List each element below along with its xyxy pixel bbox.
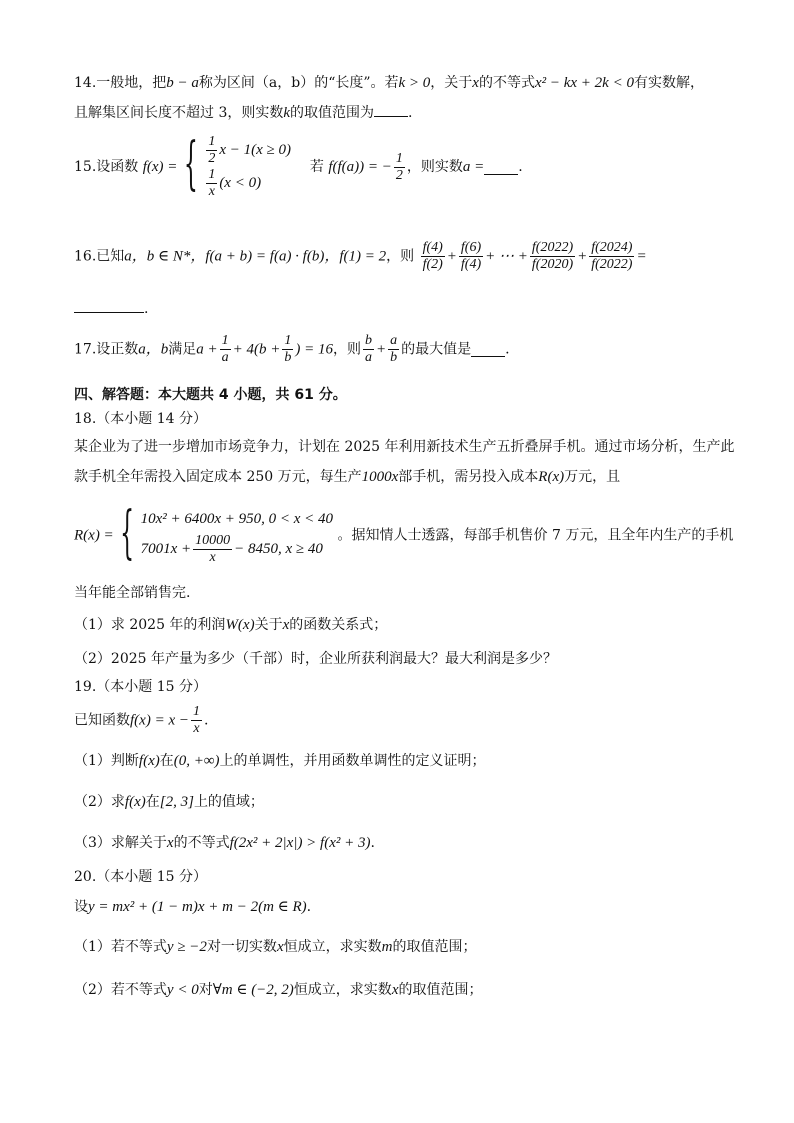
math-expr: R(x) — [538, 469, 565, 485]
math-expr: ，f(a + b) = f(a) · f(b)，f(1) = 2 — [190, 248, 387, 265]
fraction — [421, 240, 445, 273]
text: （1）求 2025 年的利润 — [74, 617, 226, 633]
math-expr: + 4(b + — [232, 341, 281, 358]
text: 的取值范围； — [392, 939, 477, 955]
question-18-p1: 某企业为了进一步增加市场竞争力，计划在 2025 年利用新技术生产五折叠屏手机。通过市场分析，生产此 — [74, 439, 735, 455]
fraction — [589, 240, 634, 273]
math-expr: + — [376, 341, 387, 358]
math-expr: y < 0 — [166, 982, 199, 998]
numerator: f(2024) — [591, 240, 633, 255]
denominator: f(4) — [460, 257, 482, 272]
math-expr: k > 0 — [398, 75, 431, 91]
text: 15.设函数 — [74, 159, 139, 175]
numerator: 1 — [208, 167, 216, 182]
text: 16.已知 — [74, 248, 125, 265]
text: 的取值范围； — [398, 982, 483, 998]
text: 部手机，需另投入成本 — [398, 469, 539, 485]
text: 在 — [159, 753, 174, 769]
text: . — [505, 341, 510, 358]
question-18-p2 — [74, 466, 724, 488]
math-expr: b − a — [166, 75, 199, 91]
denominator: b — [284, 350, 292, 365]
question-14-line1 — [74, 72, 724, 94]
math-expr: + ⋯ + — [485, 248, 528, 265]
text: . — [518, 159, 523, 175]
case-2 — [204, 167, 291, 200]
math-var: m — [381, 939, 393, 955]
math-expr: y = mx² + (1 − m)x + m − 2(m ∈ R) — [88, 899, 307, 915]
fraction — [220, 333, 231, 366]
math-expr: x − 1(x ≥ 0) — [219, 141, 291, 158]
numerator: f(4) — [422, 240, 443, 255]
math-expr: a，b — [138, 341, 169, 358]
question-20-sub2 — [74, 979, 724, 1001]
math-expr: 1000x — [361, 469, 399, 485]
text: 对一切实数 — [206, 939, 277, 955]
text: 的不等式 — [478, 75, 535, 91]
denominator: a — [221, 350, 229, 365]
text: 17.设正数 — [74, 341, 139, 358]
math-var: k — [283, 105, 291, 121]
text: 在 — [145, 794, 160, 810]
math-expr: f(2x² + 2|x|) > f(x² + 3) — [229, 835, 371, 851]
fraction — [363, 333, 374, 366]
text: 14.一般地，把 — [74, 75, 167, 91]
question-20-head: 20.（本小题 15 分） — [74, 869, 207, 885]
numerator: 1 — [192, 704, 200, 719]
math-expr: (0, +∞) — [173, 753, 220, 769]
text: 对 — [198, 982, 213, 998]
text: 上的单调性，并用函数单调性的定义证明； — [219, 753, 486, 769]
question-19-sub3 — [74, 832, 724, 854]
text: 关于 — [254, 617, 283, 633]
math-expr: f(x) = — [142, 159, 178, 175]
math-var: x — [282, 617, 290, 633]
question-18-sub1 — [74, 614, 724, 636]
text: （2）求 — [74, 794, 125, 810]
math-expr: f(f(a)) = − — [328, 159, 392, 175]
text: ，则 — [333, 341, 362, 358]
brace: { — [183, 133, 198, 199]
denominator: f(2022) — [591, 257, 633, 272]
question-19-sub1 — [74, 750, 724, 772]
text: （2）若不等式 — [74, 982, 167, 998]
text: . — [370, 835, 375, 851]
fraction — [206, 167, 217, 200]
numerator: 1 — [395, 150, 403, 166]
math-expr: R(x) = — [74, 527, 114, 544]
fraction — [388, 333, 399, 366]
text: 已知函数 — [74, 712, 130, 729]
question-20-sub1 — [74, 936, 724, 958]
math-expr: W(x) — [225, 617, 255, 633]
fraction — [459, 240, 483, 273]
text: 的取值范围为 — [290, 105, 375, 121]
fraction — [193, 533, 232, 566]
plus-sign: + — [446, 248, 457, 265]
case-1: 10x² + 6400x + 950, 0 < x < 40 — [140, 511, 334, 527]
question-18-sub2: （2）2025 年产量为多少（千部）时，企业所获利润最大？最大利润是多少？ — [74, 651, 557, 667]
text: . — [306, 899, 312, 915]
case-1 — [204, 134, 291, 167]
answer-blank[interactable] — [484, 160, 518, 175]
numerator: a — [390, 333, 398, 348]
question-16 — [74, 240, 724, 273]
piecewise-cases — [141, 505, 333, 566]
text: 称为区间（a，b）的“长度”。若 — [198, 75, 399, 91]
text: （1）判断 — [74, 753, 139, 769]
denominator: x — [209, 550, 216, 565]
denominator: a — [365, 350, 373, 365]
math-expr: ∀m ∈ (−2, 2) — [212, 982, 294, 998]
math-expr: f(x) = x − — [130, 712, 189, 729]
denominator: x — [208, 184, 215, 199]
fraction — [394, 151, 405, 184]
answer-blank[interactable] — [74, 298, 144, 313]
question-18-head: 18.（本小题 14 分） — [74, 411, 207, 427]
text: 款手机全年需投入固定成本 250 万元，每生产 — [74, 469, 362, 485]
math-expr: a = — [462, 159, 485, 175]
math-expr: − 8450, x ≥ 40 — [234, 540, 323, 557]
text: . — [203, 712, 209, 729]
question-14-line2 — [74, 102, 724, 124]
question-17 — [74, 333, 724, 366]
text: ，则 — [386, 248, 415, 265]
fraction — [530, 240, 575, 273]
question-18-p4: 当年能全部销售完. — [74, 585, 191, 601]
denominator: f(2020) — [531, 257, 574, 272]
question-19-head: 19.（本小题 15 分） — [74, 679, 207, 695]
question-18-rx — [74, 501, 734, 567]
numerator: 10000 — [195, 533, 231, 548]
denominator: 2 — [208, 151, 216, 166]
fraction — [282, 333, 293, 366]
numerator: f(6) — [460, 240, 482, 255]
text: 有实数解， — [633, 75, 704, 91]
math-var: x — [166, 835, 174, 851]
question-20-p1 — [74, 896, 724, 918]
text: 的最大值是 — [401, 341, 472, 358]
text: 满足 — [168, 341, 197, 358]
denominator: x — [193, 721, 200, 736]
fraction — [191, 704, 202, 737]
section-heading: 四、解答题：本大题共 4 小题，共 61 分。 — [74, 387, 347, 403]
question-19-sub2 — [74, 791, 724, 813]
math-var: x — [391, 982, 399, 998]
fraction — [206, 134, 217, 167]
numerator: b — [365, 333, 373, 348]
denominator: f(2) — [422, 257, 443, 272]
plus-sign: + — [577, 248, 588, 265]
text: . — [408, 105, 413, 121]
numerator: 1 — [208, 134, 216, 149]
question-16-answer-line — [74, 298, 724, 320]
question-19-p1 — [74, 704, 724, 737]
math-expr: ) = 16 — [295, 341, 334, 358]
math-expr: f(x) — [124, 794, 146, 810]
math-expr: f(x) — [138, 753, 160, 769]
text: . — [144, 301, 149, 317]
math-expr: [2, 3] — [159, 794, 194, 810]
text: 恒成立，求实数 — [293, 982, 392, 998]
numerator: f(2022) — [531, 240, 574, 255]
text: 若 — [309, 159, 324, 175]
text: （3）求解关于 — [74, 835, 167, 851]
text: 的不等式 — [173, 835, 230, 851]
denominator: 2 — [395, 167, 403, 183]
math-var: x — [472, 75, 479, 91]
text: 设 — [74, 899, 88, 915]
text: 的函数关系式； — [289, 617, 388, 633]
math-expr: x² − kx + 2k < 0 — [534, 75, 634, 91]
math-expr: a，b ∈ N* — [124, 248, 191, 265]
piecewise-cases — [204, 134, 291, 200]
denominator: b — [390, 350, 398, 365]
text: ，则实数 — [406, 159, 463, 175]
text: 上的值域； — [193, 794, 264, 810]
numerator: 1 — [221, 333, 229, 348]
math-expr: = — [636, 248, 647, 265]
text: 且解集区间长度不超过 3，则实数 — [74, 105, 284, 121]
answer-blank[interactable] — [471, 342, 505, 357]
text: ，关于 — [430, 75, 473, 91]
answer-blank[interactable] — [374, 102, 408, 117]
text: 。据知情人士透露，每部手机售价 7 万元，且全年内生产的手机 — [337, 527, 734, 544]
question-15 — [74, 134, 724, 200]
math-var: x — [276, 939, 284, 955]
numerator: 1 — [284, 333, 292, 348]
brace: { — [120, 501, 135, 567]
text: （1）若不等式 — [74, 939, 167, 955]
math-expr: 7001x + — [140, 540, 192, 557]
case-2 — [141, 533, 333, 566]
text: 万元，且 — [564, 469, 621, 485]
text: 恒成立，求实数 — [283, 939, 382, 955]
math-expr: a + — [196, 341, 218, 358]
math-expr: (x < 0) — [219, 174, 262, 191]
math-expr: y ≥ −2 — [166, 939, 207, 955]
